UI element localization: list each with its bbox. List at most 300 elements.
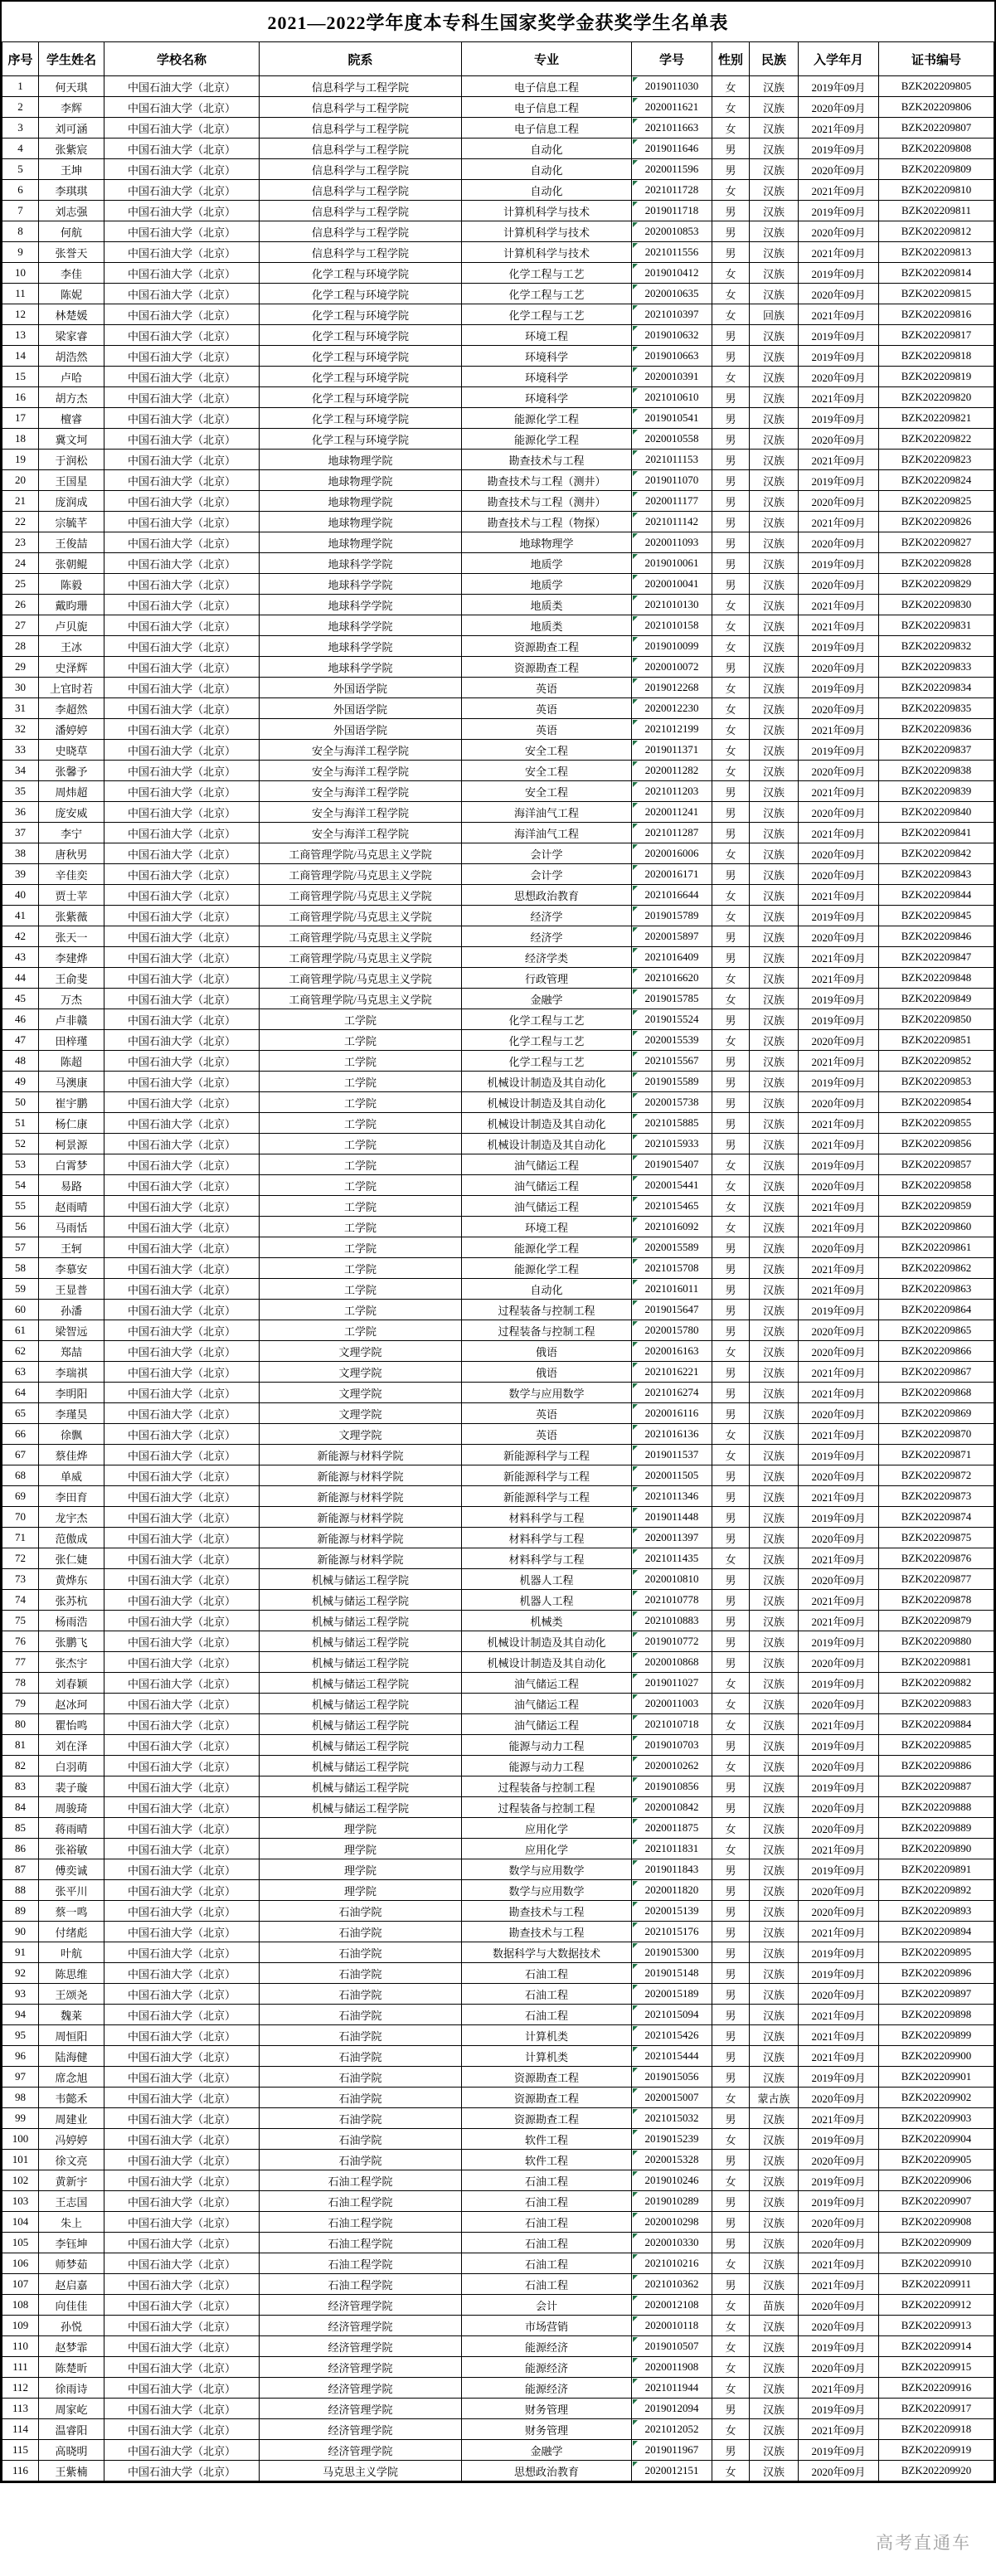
cell-ethnicity: 汉族 <box>750 2461 799 2481</box>
cell-major: 安全工程 <box>462 781 632 802</box>
table-row <box>2 2295 994 2316</box>
cell-major: 市场营销 <box>462 2316 632 2336</box>
cell-index: 97 <box>2 2067 39 2088</box>
table-row <box>2 2108 994 2129</box>
excel-flag-icon <box>633 1238 638 1243</box>
cell-student-name: 蔡一鸣 <box>39 1901 104 1922</box>
table-row <box>2 968 994 989</box>
cell-ethnicity: 汉族 <box>750 926 799 947</box>
table-row <box>2 2067 994 2088</box>
cell-ethnicity: 汉族 <box>750 1383 799 1403</box>
cell-index: 15 <box>2 367 39 387</box>
excel-flag-icon <box>633 1922 638 1927</box>
table-row <box>2 636 994 657</box>
cell-gender: 女 <box>712 97 750 118</box>
cell-enroll-date: 2020年09月 <box>799 429 879 450</box>
cell-enroll-date: 2020年09月 <box>799 864 879 885</box>
excel-flag-icon <box>633 1570 638 1575</box>
cell-cert-number: BZK202209831 <box>879 615 994 636</box>
cell-school: 中国石油大学（北京） <box>104 2274 260 2295</box>
cell-major: 地质学 <box>462 553 632 574</box>
excel-flag-icon <box>633 2213 638 2218</box>
cell-index: 59 <box>2 1279 39 1300</box>
cell-gender: 女 <box>712 968 750 989</box>
table-row <box>2 906 994 926</box>
cell-college: 地球科学学院 <box>260 574 462 595</box>
cell-enroll-date: 2021年09月 <box>799 1279 879 1300</box>
cell-college: 地球物理学院 <box>260 450 462 470</box>
cell-gender: 男 <box>712 2212 750 2233</box>
cell-college: 化学工程与环境学院 <box>260 304 462 325</box>
cell-student-id: 2020016171 <box>632 864 712 885</box>
cell-school: 中国石油大学（北京） <box>104 615 260 636</box>
cell-major: 机械设计制造及其自动化 <box>462 1092 632 1113</box>
cell-enroll-date: 2019年09月 <box>799 346 879 367</box>
cell-ethnicity: 汉族 <box>750 864 799 885</box>
cell-major: 自动化 <box>462 1279 632 1300</box>
cell-major: 新能源科学与工程 <box>462 1465 632 1486</box>
cell-major: 电子信息工程 <box>462 76 632 97</box>
cell-ethnicity: 汉族 <box>750 2233 799 2253</box>
excel-flag-icon <box>633 492 638 497</box>
table-row <box>2 2316 994 2336</box>
table-row <box>2 346 994 367</box>
cell-enroll-date: 2019年09月 <box>799 2129 879 2150</box>
cell-student-name: 李田育 <box>39 1486 104 1507</box>
cell-college: 马克思主义学院 <box>260 2461 462 2481</box>
cell-college: 工学院 <box>260 1092 462 1113</box>
table-row <box>2 657 994 678</box>
cell-index: 107 <box>2 2274 39 2295</box>
cell-enroll-date: 2021年09月 <box>799 2378 879 2399</box>
table-row <box>2 1341 994 1362</box>
cell-cert-number: BZK202209892 <box>879 1880 994 1901</box>
table-row <box>2 1590 994 1611</box>
cell-enroll-date: 2021年09月 <box>799 1548 879 1569</box>
cell-enroll-date: 2020年09月 <box>799 657 879 678</box>
cell-enroll-date: 2020年09月 <box>799 2461 879 2481</box>
cell-student-id: 2021010216 <box>632 2253 712 2274</box>
cell-student-name: 李超然 <box>39 698 104 719</box>
cell-school: 中国石油大学（北京） <box>104 2440 260 2461</box>
cell-student-name: 王志国 <box>39 2191 104 2212</box>
cell-student-id: 2020011908 <box>632 2357 712 2378</box>
cell-enroll-date: 2020年09月 <box>799 491 879 512</box>
cell-gender: 男 <box>712 1486 750 1507</box>
cell-school: 中国石油大学（北京） <box>104 761 260 781</box>
cell-major: 化学工程与工艺 <box>462 304 632 325</box>
cell-college: 新能源与材料学院 <box>260 1548 462 1569</box>
cell-student-id: 2019010412 <box>632 263 712 284</box>
cell-student-id: 2021016092 <box>632 1217 712 1237</box>
cell-student-id: 2020010072 <box>632 657 712 678</box>
cell-gender: 女 <box>712 118 750 139</box>
table-row <box>2 304 994 325</box>
cell-college: 机械与储运工程学院 <box>260 1673 462 1694</box>
cell-major: 数学与应用数学 <box>462 1383 632 1403</box>
cell-college: 经济管理学院 <box>260 2419 462 2440</box>
cell-index: 52 <box>2 1134 39 1154</box>
cell-college: 理学院 <box>260 1880 462 1901</box>
cell-ethnicity: 汉族 <box>750 1922 799 1942</box>
cell-enroll-date: 2020年09月 <box>799 221 879 242</box>
cell-enroll-date: 2019年09月 <box>799 1507 879 1528</box>
cell-ethnicity: 汉族 <box>750 512 799 532</box>
table-row <box>2 1984 994 2005</box>
cell-major: 计算机类 <box>462 2025 632 2046</box>
cell-gender: 女 <box>712 2378 750 2399</box>
cell-college: 工商管理学院/马克思主义学院 <box>260 968 462 989</box>
cell-enroll-date: 2020年09月 <box>799 2088 879 2108</box>
cell-college: 工学院 <box>260 1217 462 1237</box>
excel-flag-icon <box>633 865 638 870</box>
cell-major: 机器人工程 <box>462 1590 632 1611</box>
cell-student-name: 潘婷婷 <box>39 719 104 740</box>
cell-cert-number: BZK202209900 <box>879 2046 994 2067</box>
table-row <box>2 1113 994 1134</box>
cell-college: 理学院 <box>260 1859 462 1880</box>
excel-flag-icon <box>633 1881 638 1886</box>
excel-flag-icon <box>633 720 638 725</box>
cell-school: 中国石油大学（北京） <box>104 263 260 284</box>
cell-enroll-date: 2021年09月 <box>799 1383 879 1403</box>
cell-student-id: 2020010810 <box>632 1569 712 1590</box>
cell-gender: 男 <box>712 926 750 947</box>
cell-index: 50 <box>2 1092 39 1113</box>
cell-enroll-date: 2020年09月 <box>799 1901 879 1922</box>
cell-student-name: 刘在泽 <box>39 1735 104 1756</box>
cell-index: 105 <box>2 2233 39 2253</box>
header-major: 专业 <box>462 42 632 76</box>
cell-cert-number: BZK202209910 <box>879 2253 994 2274</box>
cell-student-id: 2019010507 <box>632 2336 712 2357</box>
cell-college: 石油学院 <box>260 2005 462 2025</box>
cell-index: 49 <box>2 1072 39 1092</box>
cell-cert-number: BZK202209841 <box>879 823 994 843</box>
cell-index: 56 <box>2 1217 39 1237</box>
cell-school: 中国石油大学（北京） <box>104 2088 260 2108</box>
cell-index: 79 <box>2 1694 39 1714</box>
cell-student-id: 2019011030 <box>632 76 712 97</box>
cell-college: 工学院 <box>260 1320 462 1341</box>
cell-major: 勘查技术与工程（测井） <box>462 470 632 491</box>
cell-major: 软件工程 <box>462 2150 632 2170</box>
cell-cert-number: BZK202209810 <box>879 180 994 201</box>
cell-student-id: 2019010632 <box>632 325 712 346</box>
cell-major: 英语 <box>462 678 632 698</box>
cell-college: 石油学院 <box>260 2108 462 2129</box>
cell-student-name: 朱上 <box>39 2212 104 2233</box>
table-row <box>2 97 994 118</box>
cell-enroll-date: 2021年09月 <box>799 304 879 325</box>
cell-college: 石油学院 <box>260 1922 462 1942</box>
cell-major: 海洋油气工程 <box>462 802 632 823</box>
cell-ethnicity: 汉族 <box>750 1175 799 1196</box>
cell-college: 机械与储运工程学院 <box>260 1611 462 1631</box>
cell-student-name: 田梓瑾 <box>39 1030 104 1051</box>
table-row <box>2 2253 994 2274</box>
excel-flag-icon <box>633 2233 638 2238</box>
cell-college: 文理学院 <box>260 1383 462 1403</box>
cell-cert-number: BZK202209888 <box>879 1797 994 1818</box>
cell-college: 石油学院 <box>260 1984 462 2005</box>
cell-school: 中国石油大学（北京） <box>104 574 260 595</box>
excel-flag-icon <box>633 202 638 207</box>
cell-school: 中国石油大学（北京） <box>104 408 260 429</box>
table-row <box>2 2088 994 2108</box>
excel-flag-icon <box>633 243 638 248</box>
table-row <box>2 408 994 429</box>
cell-college: 新能源与材料学院 <box>260 1445 462 1465</box>
cell-index: 74 <box>2 1590 39 1611</box>
cell-student-id: 2019012268 <box>632 678 712 698</box>
cell-college: 信息科学与工程学院 <box>260 139 462 159</box>
cell-school: 中国石油大学（北京） <box>104 1445 260 1465</box>
cell-ethnicity: 汉族 <box>750 1673 799 1694</box>
cell-student-id: 2021015094 <box>632 2005 712 2025</box>
excel-flag-icon <box>633 264 638 269</box>
cell-cert-number: BZK202209861 <box>879 1237 994 1258</box>
cell-index: 90 <box>2 1922 39 1942</box>
excel-flag-icon <box>633 1529 638 1533</box>
cell-enroll-date: 2019年09月 <box>799 1776 879 1797</box>
cell-gender: 女 <box>712 2088 750 2108</box>
excel-flag-icon <box>633 1218 638 1222</box>
cell-school: 中国石油大学（北京） <box>104 1839 260 1859</box>
cell-gender: 男 <box>712 1362 750 1383</box>
cell-student-id: 2020011596 <box>632 159 712 180</box>
cell-index: 63 <box>2 1362 39 1383</box>
cell-ethnicity: 汉族 <box>750 1279 799 1300</box>
cell-index: 33 <box>2 740 39 761</box>
cell-index: 12 <box>2 304 39 325</box>
cell-college: 工学院 <box>260 1051 462 1072</box>
cell-index: 9 <box>2 242 39 263</box>
cell-gender: 男 <box>712 2233 750 2253</box>
table-row <box>2 491 994 512</box>
cell-major: 环境科学 <box>462 367 632 387</box>
cell-ethnicity: 汉族 <box>750 97 799 118</box>
cell-ethnicity: 汉族 <box>750 1320 799 1341</box>
cell-college: 机械与储运工程学院 <box>260 1735 462 1756</box>
cell-school: 中国石油大学（北京） <box>104 1528 260 1548</box>
excel-flag-icon <box>633 1943 638 1948</box>
cell-gender: 女 <box>712 1548 750 1569</box>
cell-gender: 男 <box>712 1279 750 1300</box>
table-row <box>2 1279 994 1300</box>
cell-enroll-date: 2021年09月 <box>799 2419 879 2440</box>
table-row <box>2 2274 994 2295</box>
table-row <box>2 1652 994 1673</box>
excel-flag-icon <box>633 761 638 766</box>
cell-student-id: 2020010330 <box>632 2233 712 2253</box>
cell-cert-number: BZK202209824 <box>879 470 994 491</box>
cell-student-name: 李瑞祺 <box>39 1362 104 1383</box>
excel-flag-icon <box>633 1964 638 1969</box>
cell-school: 中国石油大学（北京） <box>104 2191 260 2212</box>
cell-cert-number: BZK202209817 <box>879 325 994 346</box>
cell-gender: 女 <box>712 2316 750 2336</box>
cell-student-id: 2020015539 <box>632 1030 712 1051</box>
cell-student-name: 何航 <box>39 221 104 242</box>
cell-cert-number: BZK202209899 <box>879 2025 994 2046</box>
cell-student-name: 周建业 <box>39 2108 104 2129</box>
cell-gender: 女 <box>712 1445 750 1465</box>
cell-index: 4 <box>2 139 39 159</box>
cell-ethnicity: 汉族 <box>750 2150 799 2170</box>
excel-flag-icon <box>633 2275 638 2280</box>
table-row <box>2 2399 994 2419</box>
excel-flag-icon <box>633 2192 638 2197</box>
excel-flag-icon <box>633 2462 638 2467</box>
cell-student-name: 蔡佳烨 <box>39 1445 104 1465</box>
cell-student-name: 林楚媛 <box>39 304 104 325</box>
cell-school: 中国石油大学（北京） <box>104 1113 260 1134</box>
cell-student-id: 2021016136 <box>632 1424 712 1445</box>
cell-ethnicity: 汉族 <box>750 1403 799 1424</box>
cell-index: 38 <box>2 843 39 864</box>
cell-major: 会计学 <box>462 843 632 864</box>
cell-major: 勘查技术与工程（测井） <box>462 491 632 512</box>
table-row <box>2 1051 994 1072</box>
cell-college: 信息科学与工程学院 <box>260 159 462 180</box>
cell-enroll-date: 2021年09月 <box>799 2253 879 2274</box>
cell-cert-number: BZK202209816 <box>879 304 994 325</box>
excel-flag-icon <box>633 1300 638 1305</box>
excel-flag-icon <box>633 2379 638 2384</box>
cell-index: 8 <box>2 221 39 242</box>
header-row <box>2 42 994 76</box>
table-row <box>2 387 994 408</box>
cell-ethnicity: 蒙古族 <box>750 2088 799 2108</box>
cell-major: 新能源科学与工程 <box>462 1486 632 1507</box>
cell-student-id: 2021016644 <box>632 885 712 906</box>
cell-enroll-date: 2020年09月 <box>799 926 879 947</box>
cell-major: 资源勘查工程 <box>462 636 632 657</box>
cell-enroll-date: 2020年09月 <box>799 1652 879 1673</box>
cell-ethnicity: 汉族 <box>750 470 799 491</box>
cell-college: 文理学院 <box>260 1424 462 1445</box>
cell-student-id: 2021010718 <box>632 1714 712 1735</box>
cell-college: 工学院 <box>260 1134 462 1154</box>
excel-flag-icon <box>633 699 638 704</box>
cell-student-id: 2020015328 <box>632 2150 712 2170</box>
scholarship-table <box>2 41 994 2481</box>
cell-major: 地球物理学 <box>462 532 632 553</box>
cell-major: 资源勘查工程 <box>462 2088 632 2108</box>
cell-major: 机械设计制造及其自动化 <box>462 1134 632 1154</box>
cell-major: 英语 <box>462 698 632 719</box>
cell-cert-number: BZK202209808 <box>879 139 994 159</box>
cell-index: 17 <box>2 408 39 429</box>
cell-student-id: 2021016409 <box>632 947 712 968</box>
table-row <box>2 2025 994 2046</box>
excel-flag-icon <box>633 139 638 144</box>
cell-cert-number: BZK202209807 <box>879 118 994 139</box>
table-row <box>2 1901 994 1922</box>
cell-school: 中国石油大学（北京） <box>104 843 260 864</box>
cell-index: 103 <box>2 2191 39 2212</box>
cell-ethnicity: 汉族 <box>750 1072 799 1092</box>
cell-school: 中国石油大学（北京） <box>104 2025 260 2046</box>
cell-student-name: 崔宇鹏 <box>39 1092 104 1113</box>
cell-college: 理学院 <box>260 1818 462 1839</box>
cell-school: 中国石油大学（北京） <box>104 180 260 201</box>
cell-school: 中国石油大学（北京） <box>104 968 260 989</box>
cell-college: 石油学院 <box>260 1942 462 1963</box>
cell-gender: 男 <box>712 1383 750 1403</box>
cell-student-id: 2021011663 <box>632 118 712 139</box>
cell-school: 中国石油大学（北京） <box>104 1258 260 1279</box>
cell-school: 中国石油大学（北京） <box>104 2316 260 2336</box>
cell-student-name: 宗毓芊 <box>39 512 104 532</box>
cell-college: 石油工程学院 <box>260 2274 462 2295</box>
cell-school: 中国石油大学（北京） <box>104 1756 260 1776</box>
cell-enroll-date: 2019年09月 <box>799 1072 879 1092</box>
cell-school: 中国石油大学（北京） <box>104 97 260 118</box>
cell-cert-number: BZK202209837 <box>879 740 994 761</box>
cell-major: 石油工程 <box>462 2005 632 2025</box>
cell-student-id: 2019011371 <box>632 740 712 761</box>
cell-college: 工学院 <box>260 1237 462 1258</box>
cell-student-name: 王俊喆 <box>39 532 104 553</box>
cell-student-id: 2021010362 <box>632 2274 712 2295</box>
cell-enroll-date: 2019年09月 <box>799 1673 879 1694</box>
cell-cert-number: BZK202209825 <box>879 491 994 512</box>
cell-college: 地球物理学院 <box>260 470 462 491</box>
table-row <box>2 885 994 906</box>
header-college: 院系 <box>260 42 462 76</box>
cell-major: 经济学 <box>462 906 632 926</box>
cell-school: 中国石油大学（北京） <box>104 657 260 678</box>
cell-student-id: 2020011241 <box>632 802 712 823</box>
cell-enroll-date: 2019年09月 <box>799 408 879 429</box>
table-row <box>2 450 994 470</box>
cell-enroll-date: 2019年09月 <box>799 1445 879 1465</box>
cell-cert-number: BZK202209914 <box>879 2336 994 2357</box>
cell-gender: 女 <box>712 180 750 201</box>
cell-enroll-date: 2021年09月 <box>799 1196 879 1217</box>
cell-cert-number: BZK202209834 <box>879 678 994 698</box>
cell-major: 石油工程 <box>462 1963 632 1984</box>
cell-college: 文理学院 <box>260 1341 462 1362</box>
cell-index: 92 <box>2 1963 39 1984</box>
table-row <box>2 1175 994 1196</box>
cell-student-id: 2019010541 <box>632 408 712 429</box>
excel-flag-icon <box>633 222 638 227</box>
table-row <box>2 2150 994 2170</box>
cell-student-id: 2020011003 <box>632 1694 712 1714</box>
cell-student-id: 2020010635 <box>632 284 712 304</box>
cell-index: 31 <box>2 698 39 719</box>
cell-student-name: 王俞斐 <box>39 968 104 989</box>
cell-student-name: 李琪琪 <box>39 180 104 201</box>
cell-college: 化学工程与环境学院 <box>260 346 462 367</box>
table-row <box>2 1424 994 1445</box>
cell-index: 22 <box>2 512 39 532</box>
cell-index: 104 <box>2 2212 39 2233</box>
cell-cert-number: BZK202209917 <box>879 2399 994 2419</box>
excel-flag-icon <box>633 181 638 186</box>
cell-ethnicity: 汉族 <box>750 1300 799 1320</box>
cell-ethnicity: 汉族 <box>750 823 799 843</box>
cell-student-name: 王国星 <box>39 470 104 491</box>
cell-school: 中国石油大学（北京） <box>104 1797 260 1818</box>
cell-gender: 男 <box>712 2150 750 2170</box>
cell-college: 工商管理学院/马克思主义学院 <box>260 843 462 864</box>
cell-student-id: 2020011505 <box>632 1465 712 1486</box>
cell-school: 中国石油大学（北京） <box>104 678 260 698</box>
